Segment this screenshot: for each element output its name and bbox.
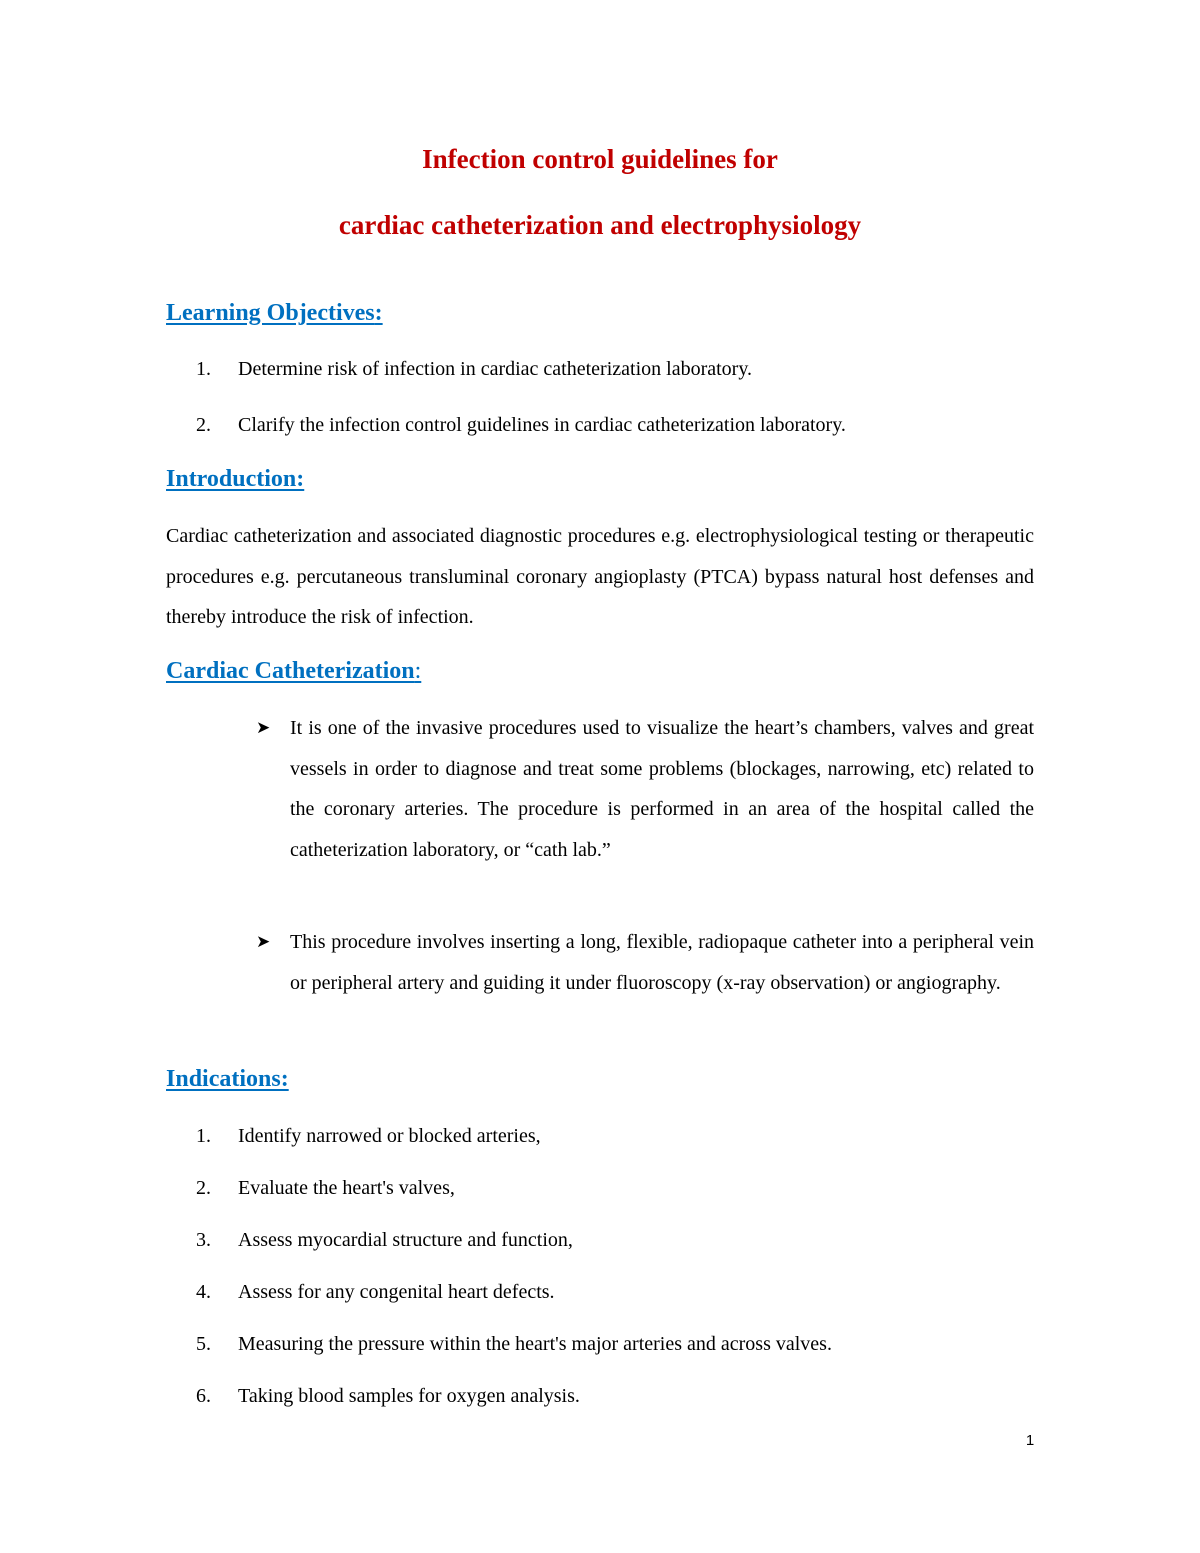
indication-item-5 xyxy=(196,1331,832,1357)
bullet-text: This procedure involves inserting a long, flexible, radiopaque catheter into a peripheral vein or peripheral artery and guiding it under fluoroscopy (x-ray observation) or angiography. xyxy=(290,931,1034,994)
document-title-line-1: Infection control guidelines for xyxy=(422,144,778,174)
list-item-text: Identify narrowed or blocked arteries, xyxy=(238,1125,541,1147)
indications-heading: Indications: xyxy=(166,1066,289,1092)
learning-objectives-heading-colon: : xyxy=(374,300,383,326)
cardiac-catheterization-heading xyxy=(166,656,421,686)
document-title-line-2: cardiac catheterization and electrophysiology xyxy=(338,210,862,240)
learning-objective-item-2 xyxy=(196,412,846,438)
introduction-heading: Introduction: xyxy=(166,466,305,492)
list-item-text: Measuring the pressure within the heart's major arteries and across valves. xyxy=(238,1333,832,1355)
cardiac-catheterization-heading-text: Cardiac Catheterization xyxy=(166,658,415,684)
list-number: 5. xyxy=(196,1333,211,1355)
list-number: 1. xyxy=(196,1125,211,1147)
catheterization-bullet-2 xyxy=(256,922,1034,1003)
indication-item-1 xyxy=(196,1123,541,1149)
indication-item-3 xyxy=(196,1227,573,1253)
list-item-text: Evaluate the heart's valves, xyxy=(238,1177,455,1199)
bullet-text: It is one of the invasive procedures used to visualize the heart’s chambers, valves and great vessels in order to diagnose and treat some problems (blockages, narrowing, etc) related to the coronary arteries. The procedure is performed in an area of the hospital called the catheterization laboratory, or “cath lab.” xyxy=(290,717,1034,861)
indication-item-6 xyxy=(196,1383,580,1409)
cardiac-catheterization-heading-colon: : xyxy=(414,658,422,684)
list-item-text: Assess myocardial structure and function, xyxy=(238,1229,573,1251)
indication-item-4 xyxy=(196,1279,555,1305)
arrow-bullet-icon: ➤ xyxy=(256,718,271,738)
page-number: 1 xyxy=(1025,1432,1035,1449)
list-number: 3. xyxy=(196,1229,211,1251)
catheterization-bullet-1 xyxy=(256,708,1034,870)
learning-objective-item-1 xyxy=(196,356,752,382)
learning-objectives-heading xyxy=(166,298,383,328)
arrow-bullet-icon: ➤ xyxy=(256,932,271,952)
list-item-text: Clarify the infection control guidelines in cardiac catheterization laboratory. xyxy=(238,414,846,436)
list-item-text: Taking blood samples for oxygen analysis. xyxy=(238,1385,580,1407)
indication-item-2 xyxy=(196,1175,455,1201)
learning-objectives-heading-text: Learning Objectives xyxy=(166,300,375,326)
introduction-paragraph: Cardiac catheterization and associated diagnostic procedures e.g. electrophysiological testing or therapeutic procedures e.g. percutaneous transluminal coronary angioplasty (PTCA) bypass natural host defenses and thereby introduce the risk of infection. xyxy=(166,525,1034,628)
list-item-text: Assess for any congenital heart defects. xyxy=(238,1281,555,1303)
list-item-text: Determine risk of infection in cardiac catheterization laboratory. xyxy=(238,358,753,380)
list-number: 1. xyxy=(196,358,211,380)
list-number: 2. xyxy=(196,414,211,436)
list-number: 2. xyxy=(196,1177,211,1199)
list-number: 6. xyxy=(196,1385,211,1407)
list-number: 4. xyxy=(196,1281,211,1303)
